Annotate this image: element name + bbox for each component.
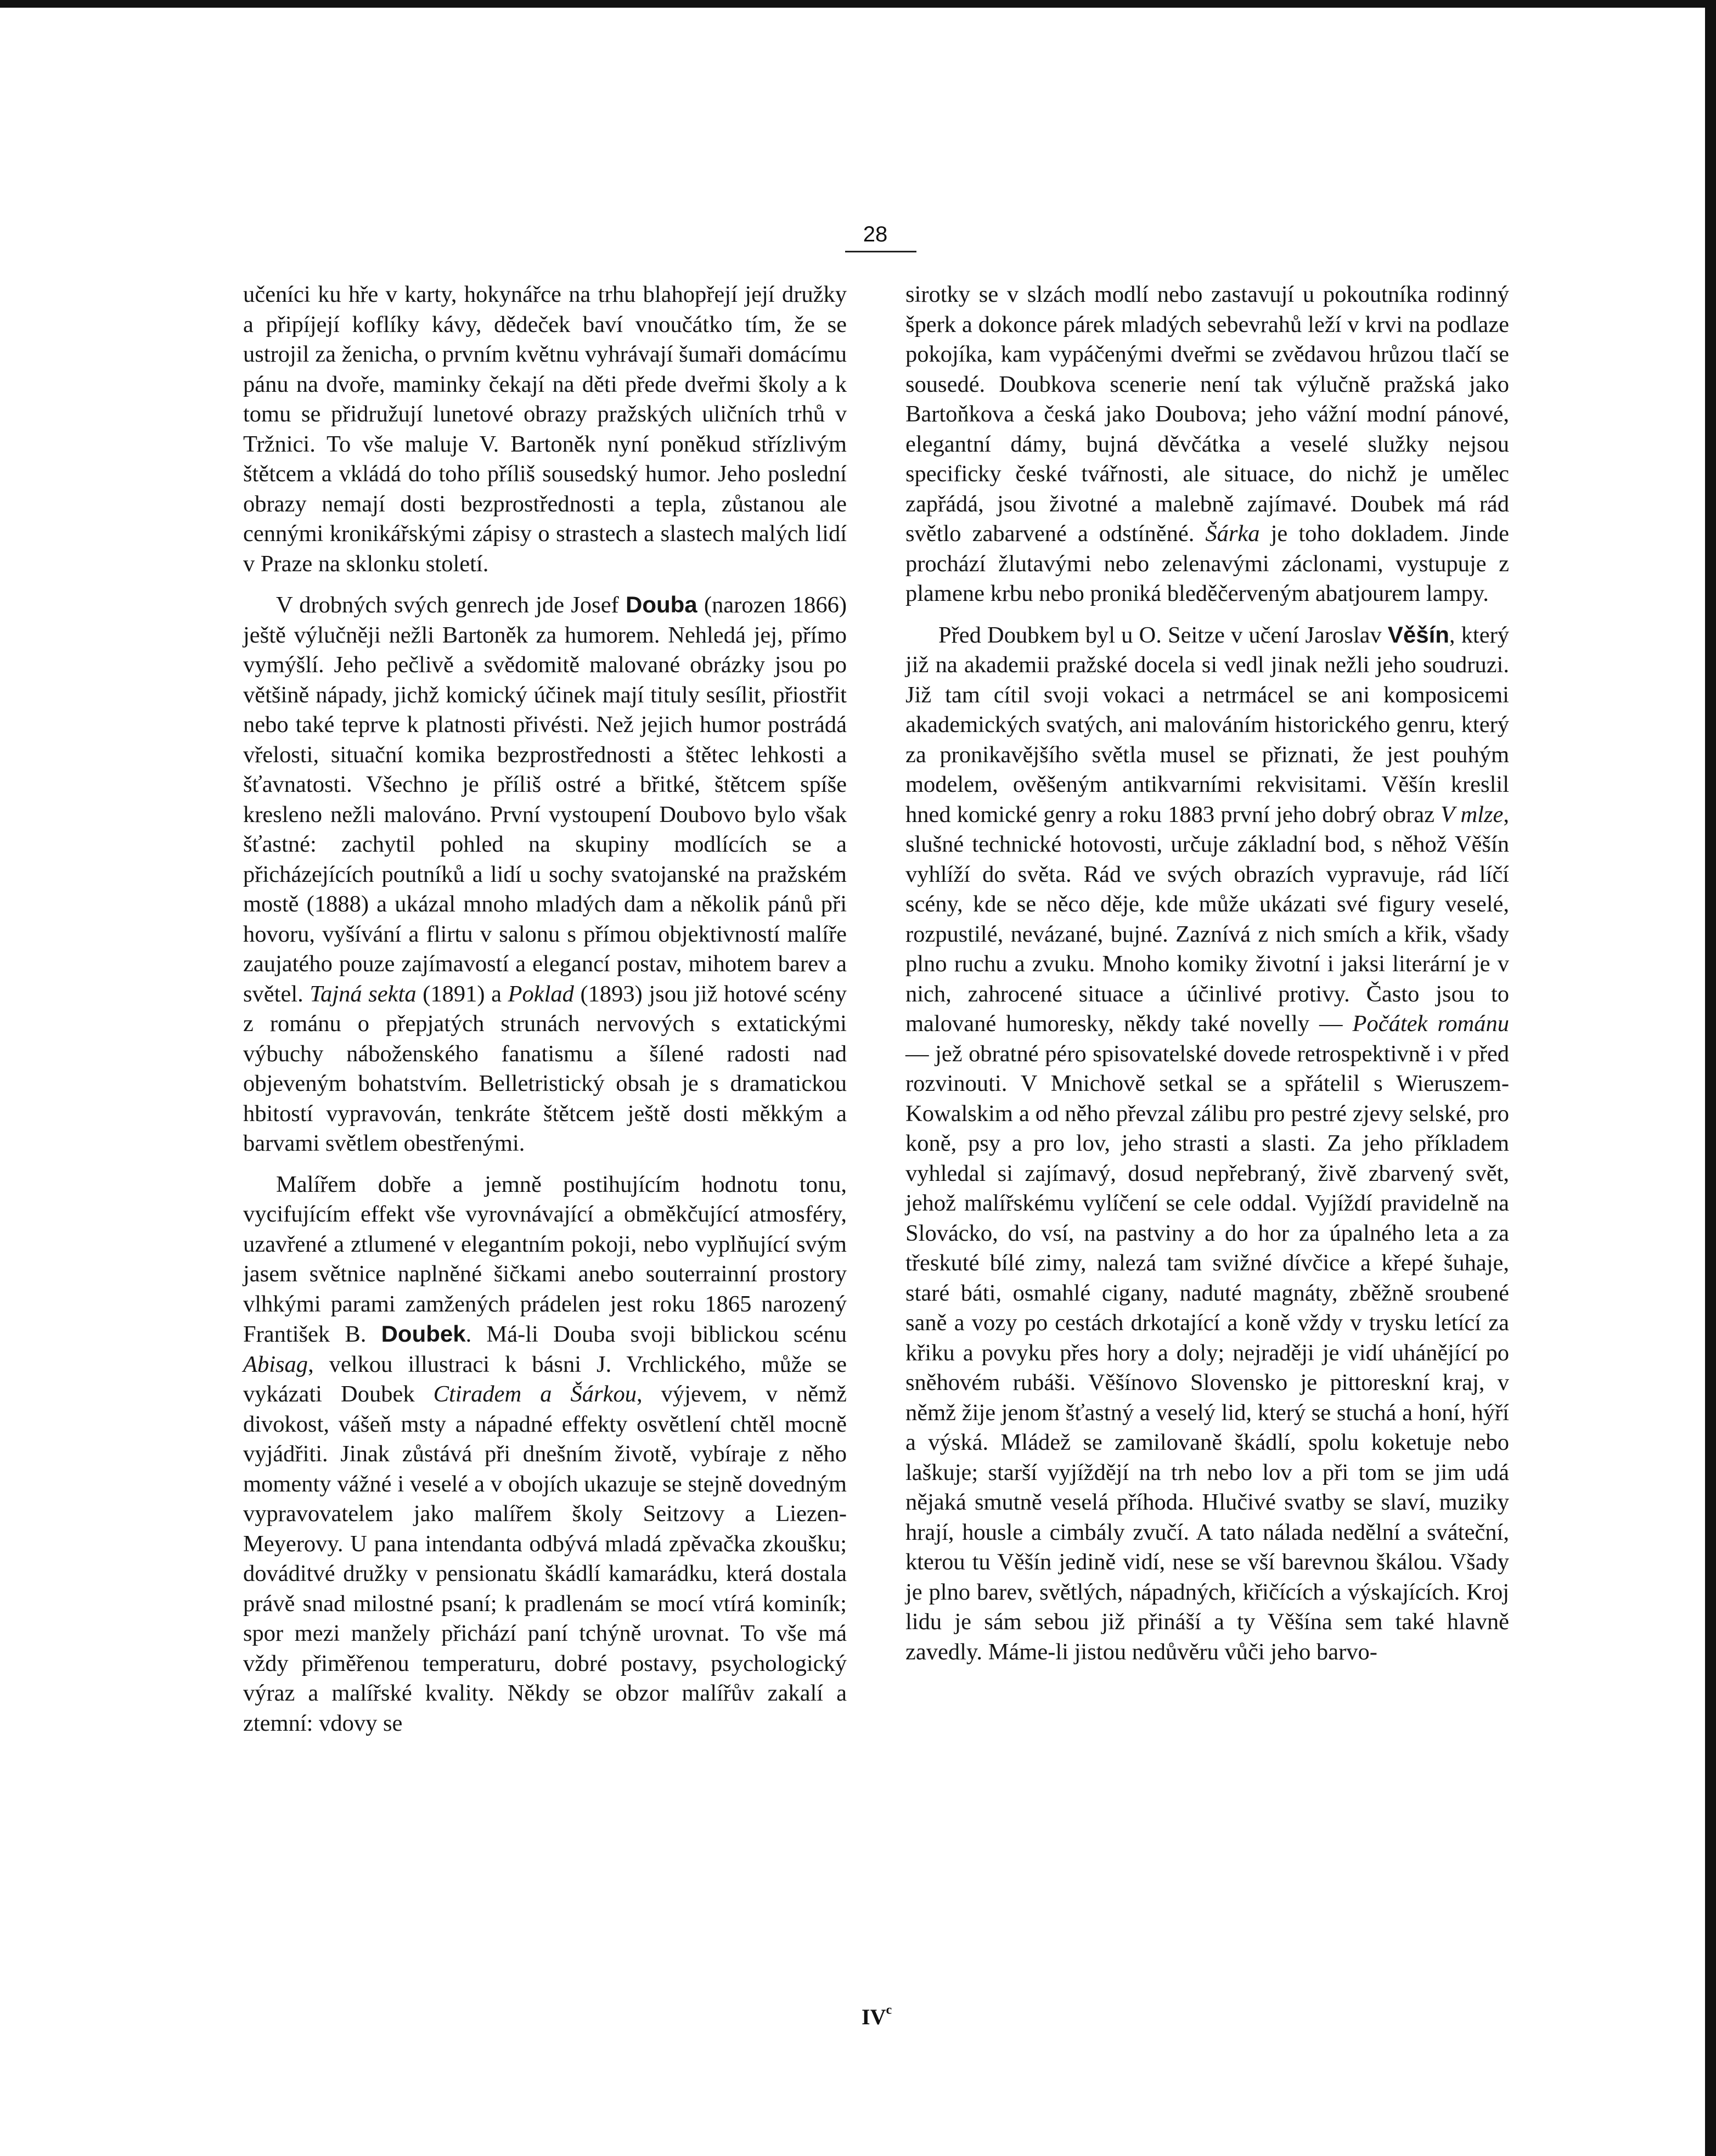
left-paragraph-doubek — [243, 1170, 847, 1739]
text-span: (narozen 1866) ještě výlučněji nežli Bartoněk za humorem. Nehledá jej, přímo vymýšlí. Jeho pečlivě a svědomitě malované obrázky jsou po většině nápady, jichž komický účinek mají tituly sesílit, přiostřit nebo také teprve k platnosti přivésti. Než jejich humor postrádá vřelosti, situační komika bezprostřednosti a štětec lehkosti a šťavnatosti. Všechno je příliš ostré a břitké, štětcem spíše kresleno nežli malováno. První vystoupení Doubovo bylo však šťastné: zachytil pohled na skupiny modlících se a přicházejících poutníků a lidí u sochy svatojanské na pražském mostě (1888) a ukázal mnoho mladých dam a několik pánů při hovoru, vyšívání a flirtu v salonu s přímou objektivností malíře zaujatého pouze zajímavostí a elegancí postav, mihotem barev a světel. — [243, 592, 847, 1007]
artist-name-vesin: Věšín — [1387, 621, 1449, 648]
left-column — [243, 280, 847, 1738]
page-number-rule — [845, 251, 916, 252]
text-span: (1891) a — [416, 981, 508, 1007]
scan-border-right — [1705, 0, 1716, 2156]
right-paragraph-vesin — [905, 620, 1509, 1668]
text-span: Před Doubkem byl u O. Seitze v učení Jaroslav — [938, 622, 1388, 648]
artwork-title: Poklad — [508, 981, 574, 1007]
artwork-title: V mlze — [1441, 801, 1504, 828]
right-paragraph-1 — [905, 280, 1509, 609]
text-span: sirotky se v slzách modlí nebo zastavují u pokoutníka rodinný šperk a dokonce párek mladých sebevrahů leží v krvi na podlaze pokojíka, kam vypáčenými dveřmi se zvědavou hrůzou tlačí se sousedé. Doubkova scenerie není tak výlučně pražská jako Bartoňkova a česká jako Doubova; jeho vážní modní pánové, elegantní dámy, bujná děvčátka a veselé služky nejsou specificky české tvářnosti, ale situace, do nichž je umělec zapřádá, jsou životné a malebně zajímavé. Doubek má rád světlo zabarvené a odstíněné. — [905, 282, 1509, 547]
text-span: , výjevem, v němž divokost, vášeň msty a nápadné effekty osvětlení chtěl mocně vyjádřiti. Jinak zůstává při dnešním životě, vybíraje z něho momenty vážné i veselé a v obojích ukazuje se stejně dovedným vypravovatelem jako malířem školy Seitzovy a Liezen-Meyerovy. U pana intendanta odbývá mladá zpěvačka zkoušku; dováditvé družky v pensionatu škádlí kamarádku, která dostala právě snad milostné psaní; k pradlenám se mocí vtírá kominík; spor mezi manžely přichází paní tchýně urovnat. To vše má vždy přiměřenou temperaturu, dobré postavy, psychologický výraz a malířské kvality. Někdy se obzor malířův zakalí a ztemní: vdovy se — [243, 1381, 847, 1736]
scan-border-top — [0, 0, 1716, 8]
artwork-title: Počátek románu — [1352, 1011, 1510, 1037]
text-span: , velkou illustraci k básni J. Vrchlického, může se vykázati Doubek — [243, 1351, 847, 1407]
signature-text: IV — [862, 2005, 886, 2029]
left-paragraph-1: učeníci ku hře v karty, hokynářce na trhu blahopřejí její družky a připíjejí koflíky kávy, dědeček baví vnoučátko tím, že se ustrojil za ženicha, o prvním květnu vyhrávají šumaři domácímu pánu na dvoře, maminky čekají na děti přede dveřmi školy a k tomu se přidružují lunetové obrazy pražských uličních trhů v Tržnici. To vše maluje V. Bartoněk nyní poněkud střízlivým štětcem a vkládá do toho příliš sousedský humor. Jeho poslední obrazy nemají dosti bezprostřednosti a tepla, zůstanou ale cennými kronikářskými zápisy o strastech a slastech malých lidí v Praze na sklonku století. — [243, 282, 847, 577]
artist-name-doubek: Doubek — [381, 1321, 466, 1347]
page-number: 28 — [863, 222, 888, 246]
artwork-title: Ctiradem a Šárkou — [433, 1381, 637, 1407]
right-column — [905, 280, 1509, 1667]
text-span: (1893) jsou již hotové scény z románu o přepjatých strunách nervových s extatickými výbuchy náboženského fanatismu a šílené radosti nad objeveným bohatstvím. Belletristický obsah je s dramatickou hbitostí vypravován, tenkráte štětcem ještě dosti měkkým a barvami světlem obestřenými. — [243, 981, 847, 1156]
text-span: Malířem dobře a jemně postihujícím hodnotu tonu, vycifujícím effekt vše vyrovnávající a obměkčující atmosféry, uzavřené a ztlumené v elegantním pokoji, nebo vyplňující svým jasem světnice naplněné šičkami anebo souterrainní prostory vlhkými parami zamžených prádelen jest roku 1865 narozený František B. — [243, 1171, 847, 1347]
artwork-title: Šárka — [1205, 521, 1260, 547]
text-span: , který již na akademii pražské docela si vedl jinak nežli jeho soudruzi. Již tam cítil svoji vokaci a netrmácel se ani komposicemi akademických svatých, ani malováním historického genru, který za pronikavějšího světla musel se přiznati, že jest pouhým modelem, ověšeným antikvarními rekvisitami. Věšín kreslil hned komické genry a roku 1883 první jeho dobrý obraz — [905, 622, 1509, 828]
left-paragraph-douba — [243, 590, 847, 1159]
artwork-title: Tajná sekta — [310, 981, 417, 1007]
text-span: , slušné technické hotovosti, určuje základní bod, s něhož Věšín vyhlíží do světa. Rád ve svých obrazích vypravuje, rád líčí scény, kde se něco děje, kde může ukázati své figury veselé, rozpustilé, nevázané, bujné. Zaznívá z nich smích a křik, všady plno ruchu a zvuku. Mnoho komiky životní i jaksi literární je v nich, zahrocené situace a účinlivé protivy. Často jsou to malované humoresky, někdy také novelly — — [905, 801, 1509, 1037]
text-span: je toho dokladem. Jinde prochází žlutavými nebo zelenavými záclonami, vystupuje z plamene krbu nebo proniká bleděčerveným abatjourem lampy. — [905, 521, 1509, 606]
text-span: . Má-li Douba svoji biblickou scénu — [465, 1321, 847, 1347]
artwork-title: Abisag — [243, 1351, 308, 1377]
text-span: V drobných svých genrech jde Josef — [276, 592, 626, 618]
text-span: — jež obratné péro spisovatelské dovede retrospektivně i v před rozvinouti. V Mnichově setkal se a spřátelil s Wieruszem-Kowalskim a od něho převzal zálibu pro pestré zjevy selské, pro koně, psy a pro lov, jeho strasti a slasti. Za jeho příkladem vyhledal si zajímavý, dosud nepřebraný, živě zbarvený svět, jehož malířskému vylíčení se cele oddal. Vyjíždí pravidelně na Slovácko, do vsí, na pastviny a do hor za úpalného leta a za třeskuté bílé zimy, nalezá tam svižné dívčice a křepé šuhaje, staré báti, osmahlé cigany, naduté magnáty, zběžně sroubené saně a vozy po cestách drkotající a koně vždy v trysku letící za křiku a povyku přes hory a doly; nejraději je vidí uhánějící po sněhovém rubáši. Věšínovo Slovensko je pittoreskní kraj, v němž žije jenom šťastný a veselý lid, který se stuchá a honí, hýří a výská. Mládež se zamilovaně škádlí, spolu koketuje nebo laškuje; starší vyjíždějí na trh nebo lov a při tom se jim udá nějaká smutně veselá příhoda. Hlučivé svatby se slaví, muziky hrají, housle a cimbály zvučí. A tato nálada nedělní a sváteční, kterou tu Věšín jedině vidí, nese se vší barevnou škálou. Všady je plno barev, světlých, nápadných, křičících a výskajících. Kroj lidu je sám sebou již přináší a ty Věšína sem také hlavně zavedly. Máme-li jistou nedůvěru vůči jeho barvo- — [905, 1040, 1509, 1665]
printer-signature-mark — [862, 2004, 892, 2030]
artist-name-douba: Douba — [625, 592, 697, 617]
signature-suffix: c — [886, 2003, 892, 2017]
